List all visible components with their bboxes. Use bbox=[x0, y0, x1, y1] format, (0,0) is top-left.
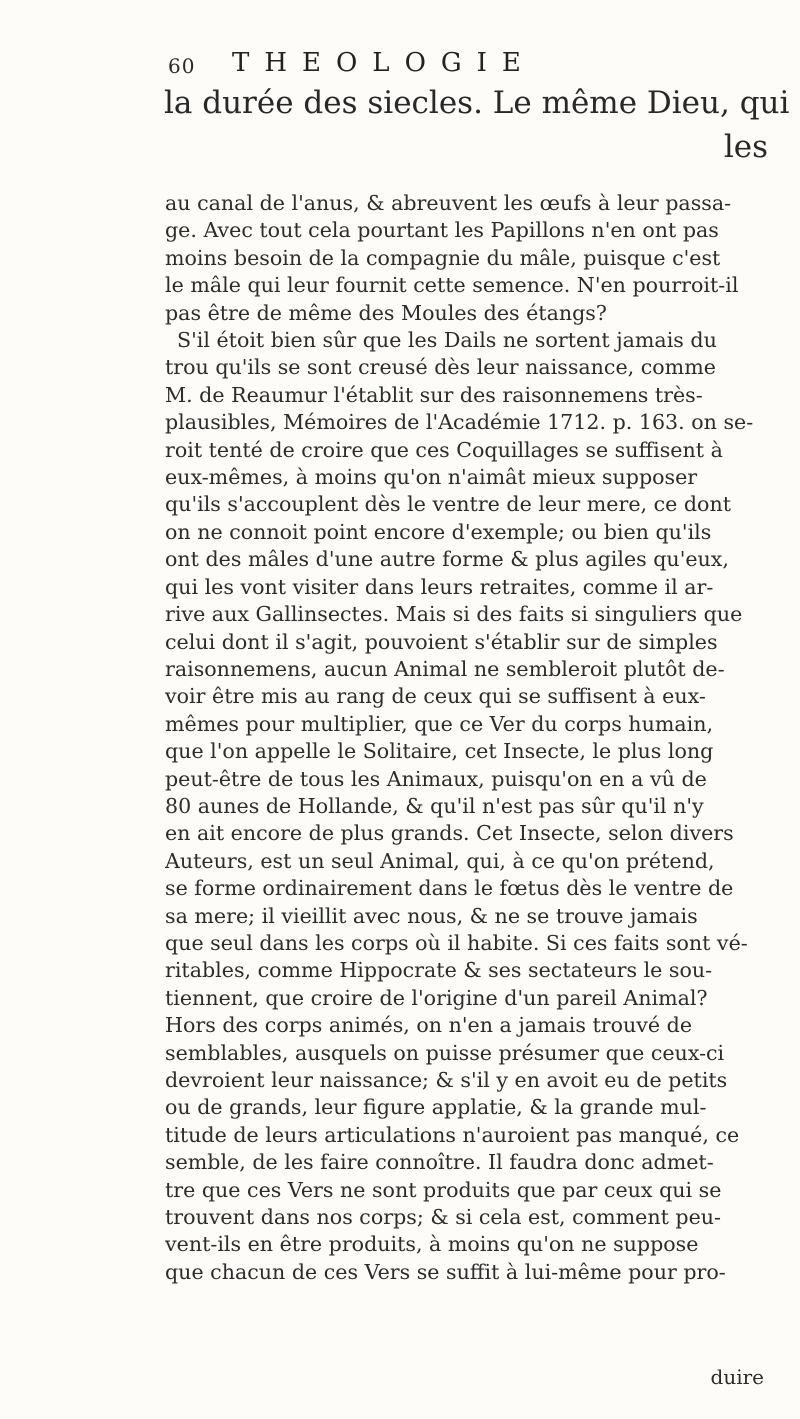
text-line: Hors des corps animés, on n'en a jamais trouvé de bbox=[165, 1013, 693, 1038]
text-line: plausibles, Mémoires de l'Académie 1712. p. 163. on se- bbox=[165, 410, 754, 435]
running-title: THEOLOGIE bbox=[232, 48, 536, 78]
text-line: M. de Reaumur l'établit sur des raisonnemens très- bbox=[165, 382, 703, 407]
text-line: tre que ces Vers ne sont produits que par ceux qui se bbox=[165, 1177, 722, 1202]
text-line: trou qu'ils se sont creusé dès leur naissance, comme bbox=[165, 355, 716, 380]
text-line: Auteurs, est un seul Animal, qui, à ce qu'on prétend, bbox=[165, 848, 715, 873]
text-line: le mâle qui leur fournit cette semence. N'en pourroit-il bbox=[165, 273, 739, 298]
body-text bbox=[165, 190, 770, 1360]
text-line: qui les vont visiter dans leurs retraites, comme il ar- bbox=[165, 574, 714, 599]
text-line: que chacun de ces Vers se suffit à lui-même pour pro- bbox=[165, 1259, 726, 1284]
text-line: ritables, comme Hippocrate & ses sectateurs le sou- bbox=[165, 958, 713, 983]
text-line: rive aux Gallinsectes. Mais si des faits si singuliers que bbox=[165, 602, 743, 627]
catchword-bottom: duire bbox=[710, 1365, 764, 1389]
text-line: qu'ils s'accouplent dès le ventre de leur mere, ce dont bbox=[165, 492, 731, 517]
text-line: roit tenté de croire que ces Coquillages se suffisent à bbox=[165, 437, 723, 462]
text-line: pas être de même des Moules des étangs? bbox=[165, 300, 607, 325]
text-line: titude de leurs articulations n'auroient pas manqué, ce bbox=[165, 1122, 740, 1147]
text-line: mêmes pour multiplier, que ce Ver du corps humain, bbox=[165, 711, 714, 736]
text-line: sa mere; il vieillit avec nous, & ne se trouve jamais bbox=[165, 903, 698, 928]
text-line: se forme ordinairement dans le fœtus dès le ventre de bbox=[165, 876, 734, 901]
page-number: 60 bbox=[168, 54, 196, 78]
text-line: vent-ils en être produits, à moins qu'on ne suppose bbox=[165, 1232, 699, 1257]
text-line: S'il étoit bien sûr que les Dails ne sortent jamais du bbox=[177, 328, 717, 353]
page-header bbox=[168, 48, 788, 88]
lead-line: la durée des siecles. Le même Dieu, qui bbox=[164, 85, 790, 121]
text-line: celui dont il s'agit, pouvoient s'établir sur de simples bbox=[165, 629, 718, 654]
text-line: tiennent, que croire de l'origine d'un pareil Animal? bbox=[165, 985, 708, 1010]
text-line: voir être mis au rang de ceux qui se suffisent à eux- bbox=[165, 684, 706, 709]
text-line: peut-être de tous les Animaux, puisqu'on en a vû de bbox=[165, 766, 707, 791]
text-line: trouvent dans nos corps; & si cela est, comment peu- bbox=[165, 1205, 722, 1230]
text-line: semble, de les faire connoître. Il faudra donc admet- bbox=[165, 1150, 714, 1175]
text-line: ou de grands, leur figure applatie, & la grande mul- bbox=[165, 1095, 707, 1120]
text-line: ge. Avec tout cela pourtant les Papillons n'en ont pas bbox=[165, 218, 719, 243]
text-line: ont des mâles d'une autre forme & plus agiles qu'eux, bbox=[165, 547, 729, 572]
text-line: semblables, ausquels on puisse présumer que ceux-ci bbox=[165, 1040, 725, 1065]
text-line: que seul dans les corps où il habite. Si ces faits sont vé- bbox=[165, 930, 748, 955]
text-line: raisonnemens, aucun Animal ne sembleroit plutôt de- bbox=[165, 656, 725, 681]
text-line: 80 aunes de Hollande, & qu'il n'est pas sûr qu'il n'y bbox=[165, 793, 704, 818]
text-line: on ne connoit point encore d'exemple; ou bien qu'ils bbox=[165, 519, 712, 544]
catchword-top: les bbox=[723, 129, 768, 165]
text-line: en ait encore de plus grands. Cet Insecte, selon divers bbox=[165, 821, 734, 846]
text-line: moins besoin de la compagnie du mâle, puisque c'est bbox=[165, 245, 721, 270]
text-line: devroient leur naissance; & s'il y en avoit eu de petits bbox=[165, 1068, 728, 1092]
text-line: eux-mêmes, à moins qu'on n'aimât mieux supposer bbox=[165, 465, 698, 490]
text-line: que l'on appelle le Solitaire, cet Insecte, le plus long bbox=[165, 739, 714, 764]
text-line: au canal de l'anus, & abreuvent les œufs à leur passa- bbox=[165, 191, 732, 215]
